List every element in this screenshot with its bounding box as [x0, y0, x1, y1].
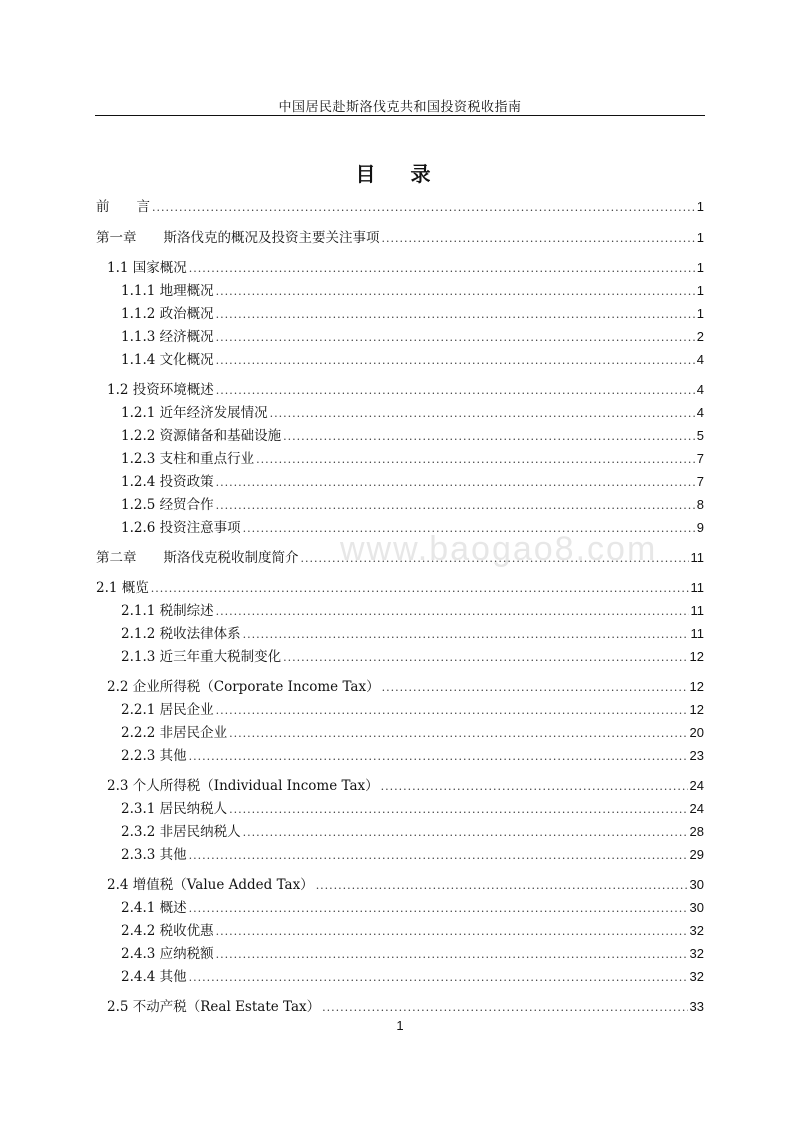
toc-entry-2-2-2[interactable]	[121, 723, 704, 743]
toc-entry-page: 5	[696, 428, 704, 443]
toc-leader-dots	[189, 846, 688, 866]
toc-entry-label: 2.3.1 居民纳税人	[121, 801, 228, 817]
toc-entry-2-4-2[interactable]	[121, 921, 704, 941]
toc-leader-dots	[189, 259, 695, 279]
toc-entry-page: 1	[696, 230, 704, 245]
toc-leader-dots	[316, 876, 688, 896]
toc-leader-dots	[283, 427, 695, 447]
toc-leader-dots	[382, 229, 695, 249]
toc-entry-label: 1.2 投资环境概述	[107, 382, 214, 398]
toc-entry-label: 1.1.4 文化概况	[121, 352, 214, 368]
toc-entry-page: 11	[690, 603, 704, 618]
toc-entry-page: 11	[690, 550, 704, 565]
toc-leader-dots	[283, 648, 687, 668]
toc-leader-dots	[229, 724, 687, 744]
toc-entry-2-2-1[interactable]	[121, 700, 704, 720]
toc-entry-1-1[interactable]	[107, 258, 704, 278]
toc-entry-page: 24	[689, 801, 704, 816]
toc-entry-2-1-2[interactable]	[121, 624, 704, 644]
toc-leader-dots	[216, 351, 695, 371]
toc-entry-label: 2.4.4 其他	[121, 969, 187, 985]
toc-entry-label: 2.3.3 其他	[121, 847, 187, 863]
toc-entry-page: 23	[689, 748, 704, 763]
toc-entry-label: 2.5 不动产税（Real Estate Tax）	[107, 999, 321, 1015]
toc-leader-dots	[151, 579, 689, 599]
toc-entry-page: 7	[696, 451, 704, 466]
toc-entry-label: 1.2.3 支柱和重点行业	[121, 451, 255, 467]
toc-entry-label: 2.2.3 其他	[121, 748, 187, 764]
toc-entry-label: 1.1 国家概况	[107, 260, 187, 276]
toc-entry-2-2-3[interactable]	[121, 746, 704, 766]
toc-entry-label: 2.1 概览	[96, 580, 149, 596]
toc-entry-page: 4	[696, 352, 704, 367]
toc-entry-page: 12	[689, 679, 704, 694]
toc-entry-preface[interactable]	[96, 197, 704, 217]
header-rule	[95, 115, 705, 116]
toc-entry-page: 20	[689, 725, 704, 740]
toc-leader-dots	[216, 945, 688, 965]
toc-entry-label: 1.1.1 地理概况	[121, 283, 214, 299]
watermark: www.baogao8.com	[340, 530, 658, 568]
toc-entry-label: 1.2.2 资源储备和基础设施	[121, 428, 282, 444]
toc-entry-page: 4	[696, 382, 704, 397]
toc-entry-label: 1.1.3 经济概况	[121, 329, 214, 345]
toc-entry-label: 前 言	[96, 199, 150, 215]
toc-entry-page: 9	[696, 520, 704, 535]
toc-leader-dots	[189, 968, 688, 988]
toc-entry-page: 1	[696, 260, 704, 275]
toc-entry-page: 11	[690, 580, 704, 595]
toc-entry-page: 30	[689, 900, 704, 915]
running-header: 中国居民赴斯洛伐克共和国投资税收指南	[278, 100, 522, 115]
toc-leader-dots	[216, 496, 695, 516]
toc-entry-label: 第一章 斯洛伐克的概况及投资主要关注事项	[96, 230, 380, 246]
toc-entry-page: 32	[689, 946, 704, 961]
toc-entry-label: 2.1.2 税收法律体系	[121, 626, 241, 642]
toc-entry-label: 2.3.2 非居民纳税人	[121, 824, 241, 840]
toc-leader-dots	[216, 473, 695, 493]
toc-entry-label: 2.4.1 概述	[121, 900, 187, 916]
toc-entry-label: 2.1.1 税制综述	[121, 603, 214, 619]
toc-entry-2-3[interactable]	[107, 776, 704, 796]
toc-leader-dots	[152, 198, 695, 218]
toc-entry-page: 1	[696, 283, 704, 298]
toc-leader-dots	[256, 450, 695, 470]
toc-entry-page: 11	[690, 626, 704, 641]
toc-entry-label: 1.1.2 政治概况	[121, 306, 214, 322]
toc-entry-1-2-3[interactable]	[121, 449, 704, 469]
toc-entry-page: 12	[689, 702, 704, 717]
toc-entry-1-2-5[interactable]	[121, 495, 704, 515]
toc-entry-2-4-4[interactable]	[121, 967, 704, 987]
toc-leader-dots	[381, 777, 688, 797]
toc-entry-1-1-4[interactable]	[121, 350, 704, 370]
toc-entry-1-1-2[interactable]	[121, 304, 704, 324]
page-title: 目 录	[355, 162, 445, 186]
toc-entry-page: 33	[689, 999, 704, 1014]
toc-entry-label: 2.2.1 居民企业	[121, 702, 214, 718]
toc-entry-2-5[interactable]	[107, 997, 704, 1017]
toc-entry-label: 2.4 增值税（Value Added Tax）	[107, 877, 314, 893]
toc-entry-page: 4	[696, 405, 704, 420]
toc-entry-1-2-2[interactable]	[121, 426, 704, 446]
toc-entry-page: 1	[696, 199, 704, 214]
toc-leader-dots	[189, 899, 688, 919]
toc-entry-page: 2	[696, 329, 704, 344]
toc-leader-dots	[243, 823, 688, 843]
toc-entry-1-2-1[interactable]	[121, 403, 704, 423]
toc-entry-page: 1	[696, 306, 704, 321]
toc-leader-dots	[216, 381, 695, 401]
toc-entry-label: 第二章 斯洛伐克税收制度简介	[96, 550, 299, 566]
toc-entry-2-4-1[interactable]	[121, 898, 704, 918]
toc-entry-label: 2.1.3 近三年重大税制变化	[121, 649, 282, 665]
toc-leader-dots	[216, 922, 688, 942]
toc-entry-2-1-3[interactable]	[121, 647, 704, 667]
toc-leader-dots	[189, 747, 688, 767]
toc-entry-chapter-1[interactable]	[96, 228, 704, 248]
toc-entry-page: 29	[689, 847, 704, 862]
toc-leader-dots	[229, 800, 687, 820]
toc-entry-2-1[interactable]	[96, 578, 704, 598]
toc-entry-1-1-3[interactable]	[121, 327, 704, 347]
toc-entry-label: 1.2.5 经贸合作	[121, 497, 214, 513]
toc-leader-dots	[216, 282, 695, 302]
toc-entry-label: 2.4.3 应纳税额	[121, 946, 214, 962]
toc-entry-2-3-2[interactable]	[121, 822, 704, 842]
toc-leader-dots	[216, 602, 689, 622]
toc-entry-page: 7	[696, 474, 704, 489]
toc-entry-page: 32	[689, 969, 704, 984]
toc-entry-page: 8	[696, 497, 704, 512]
toc-leader-dots	[382, 678, 688, 698]
toc-entry-2-2[interactable]	[107, 677, 704, 697]
toc-entry-page: 24	[689, 778, 704, 793]
toc-leader-dots	[270, 404, 695, 424]
toc-entry-label: 1.2.4 投资政策	[121, 474, 214, 490]
toc-leader-dots	[216, 328, 695, 348]
toc-entry-label: 2.3 个人所得税（Individual Income Tax）	[107, 778, 379, 794]
toc-entry-1-1-1[interactable]	[121, 281, 704, 301]
toc-leader-dots	[216, 305, 695, 325]
toc-entry-2-1-1[interactable]	[121, 601, 704, 621]
toc-leader-dots	[322, 998, 687, 1018]
toc-entry-1-2-4[interactable]	[121, 472, 704, 492]
toc-leader-dots	[243, 625, 689, 645]
toc-entry-label: 2.2 企业所得税（Corporate Income Tax）	[107, 679, 380, 695]
toc-entry-label: 1.2.6 投资注意事项	[121, 520, 241, 536]
toc-entry-label: 2.2.2 非居民企业	[121, 725, 228, 741]
toc-entry-2-4[interactable]	[107, 875, 704, 895]
toc-entry-1-2[interactable]	[107, 380, 704, 400]
toc-entry-label: 2.4.2 税收优惠	[121, 923, 214, 939]
toc-entry-2-3-3[interactable]	[121, 845, 704, 865]
toc-leader-dots	[216, 701, 688, 721]
toc-entry-label: 1.2.1 近年经济发展情况	[121, 405, 268, 421]
toc-entry-page: 30	[689, 877, 704, 892]
toc-entry-page: 12	[689, 649, 704, 664]
toc-entry-2-3-1[interactable]	[121, 799, 704, 819]
page-number: 1	[396, 1018, 404, 1033]
toc-entry-page: 32	[689, 923, 704, 938]
toc-entry-page: 28	[689, 824, 704, 839]
toc-entry-2-4-3[interactable]	[121, 944, 704, 964]
